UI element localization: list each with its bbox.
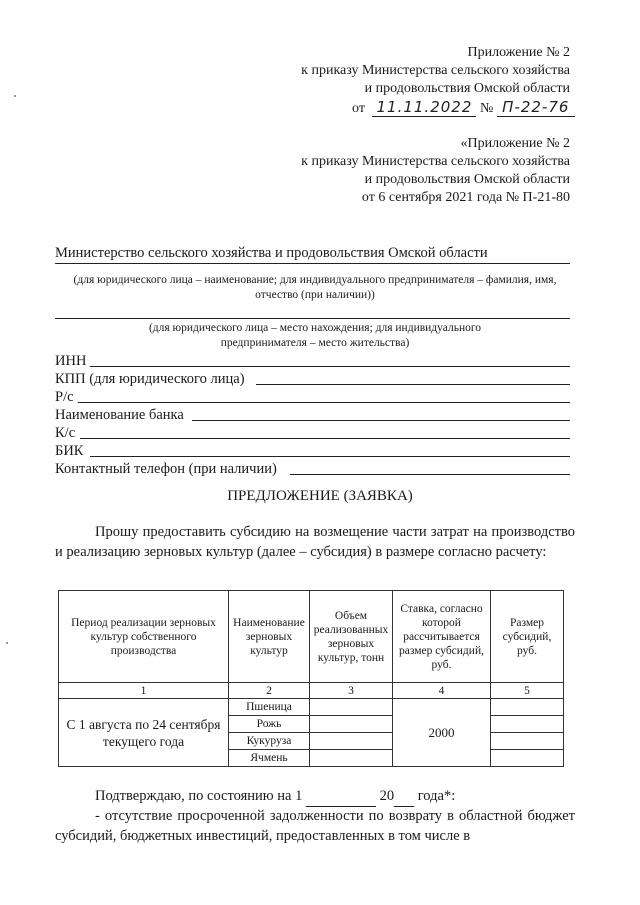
rate-cell: 2000	[393, 699, 491, 767]
field-corr-account: К/с	[55, 425, 76, 441]
address-underline	[55, 318, 570, 319]
caption-name: (для юридического лица – наименование; для индивидуального предпринимателя – фамилия, имя, отчество (при наличии))	[73, 274, 557, 301]
field-kpp: КПП (для юридического лица)	[55, 371, 245, 387]
field-inn-line[interactable]	[90, 366, 570, 367]
header-period: Период реализации зерновых культур собственного производства	[59, 591, 229, 683]
crop-cell: Пшеница	[229, 699, 310, 716]
field-kpp-line[interactable]	[256, 384, 570, 385]
volume-cell[interactable]	[310, 716, 393, 733]
document-title: ПРЕДЛОЖЕНИЕ (ЗАЯВКА)	[227, 488, 413, 504]
order-ref-line-old: к приказу Министерства сельского хозяйства	[301, 154, 570, 169]
field-corr-account-line[interactable]	[80, 438, 570, 439]
appendix-title-old: «Приложение № 2	[460, 136, 570, 151]
order-date-old: от 6 сентября 2021 года № П-21-80	[361, 190, 570, 205]
scan-speck	[6, 642, 8, 644]
order-ref-line: к приказу Министерства сельского хозяйства	[301, 63, 570, 78]
field-account: Р/с	[55, 389, 74, 405]
amount-cell[interactable]	[491, 699, 564, 716]
region-line: и продовольствия Омской области	[364, 81, 570, 96]
field-bik: БИК	[55, 443, 84, 459]
volume-cell[interactable]	[310, 750, 393, 767]
field-phone: Контактный телефон (при наличии)	[55, 461, 277, 477]
confirm-line	[95, 786, 455, 807]
col-number-5: 5	[491, 683, 564, 699]
crop-cell: Кукуруза	[229, 733, 310, 750]
order-date-line	[352, 98, 582, 118]
header-volume: Объем реализованных зерновых культур, тонн	[310, 591, 393, 683]
header-amount: Размер субсидий, руб.	[491, 591, 564, 683]
header-crop: Наименование зерновых культур	[229, 591, 310, 683]
amount-cell[interactable]	[491, 716, 564, 733]
amount-cell[interactable]	[491, 750, 564, 767]
bullet-paragraph: - отсутствие просроченной задолженности по возврату в областной бюджет субсидий, бюджетных инвестиций, предоставленных в том числе в	[55, 808, 575, 844]
recipient-underline	[55, 263, 570, 264]
col-number-4: 4	[393, 683, 491, 699]
region-line-old: и продовольствия Омской области	[364, 172, 570, 187]
handwritten-date: 11.11.2022	[372, 98, 476, 117]
field-inn: ИНН	[55, 353, 87, 369]
caption-address: (для юридического лица – место нахождения; для индивидуального предпринимателя – место жительства)	[148, 322, 482, 349]
subsidy-table	[58, 590, 564, 767]
field-phone-line[interactable]	[290, 474, 570, 475]
field-bik-line[interactable]	[90, 456, 570, 457]
field-bank-line[interactable]	[192, 420, 570, 421]
crop-cell: Ячмень	[229, 750, 310, 767]
confirm-prefix: Подтверждаю, по состоянию на 1	[95, 788, 303, 804]
field-bank: Наименование банка	[55, 407, 184, 423]
confirm-date-blank[interactable]	[306, 786, 376, 807]
request-paragraph: Прошу предоставить субсидию на возмещение части затрат на производство и реализацию зерновых культур (далее – субсидия) в размере согласно расчету:	[55, 524, 575, 560]
field-account-line[interactable]	[78, 402, 570, 403]
appendix-title: Приложение № 2	[467, 45, 570, 60]
from-label: от	[352, 101, 365, 116]
header-rate: Ставка, согласно которой рассчитывается размер субсидий, руб.	[393, 591, 491, 683]
confirm-suffix: года*:	[417, 788, 456, 804]
volume-cell[interactable]	[310, 699, 393, 716]
confirm-year-blank[interactable]	[394, 786, 414, 807]
number-label: №	[479, 101, 494, 116]
col-number-2: 2	[229, 683, 310, 699]
col-number-3: 3	[310, 683, 393, 699]
handwritten-number: П-22-76	[497, 98, 575, 117]
volume-cell[interactable]	[310, 733, 393, 750]
recipient-name: Министерство сельского хозяйства и продовольствия Омской области	[55, 245, 488, 261]
scan-speck	[14, 95, 16, 97]
confirm-year-prefix: 20	[379, 788, 395, 804]
col-number-1: 1	[59, 683, 229, 699]
crop-cell: Рожь	[229, 716, 310, 733]
period-cell: С 1 августа по 24 сентября текущего года	[59, 699, 229, 767]
amount-cell[interactable]	[491, 733, 564, 750]
